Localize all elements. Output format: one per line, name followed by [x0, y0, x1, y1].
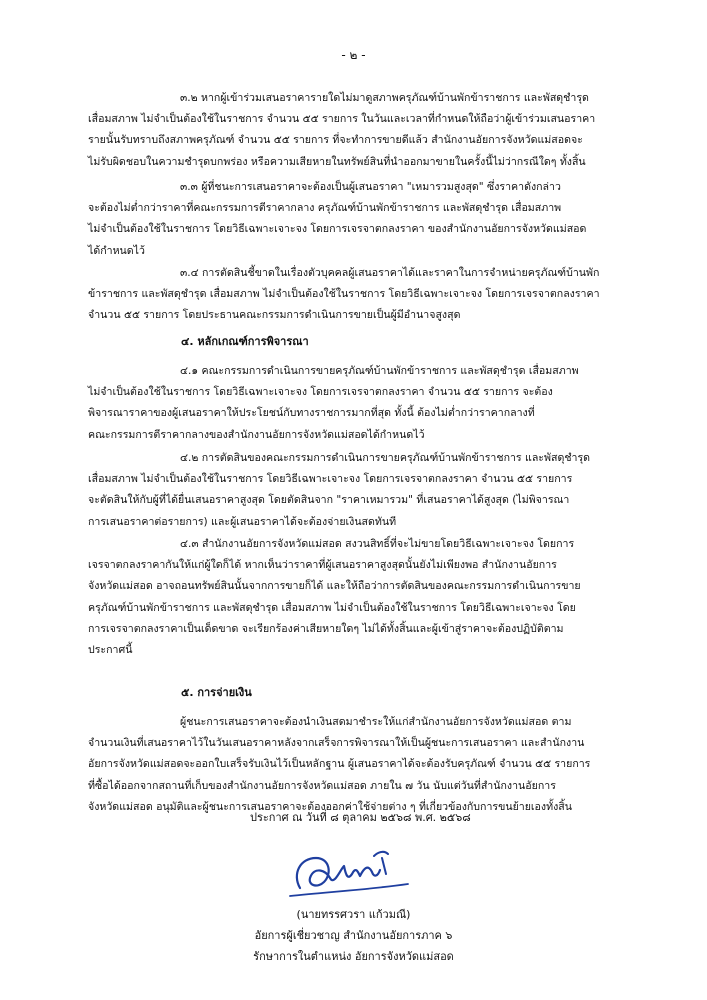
handwritten-signature: [286, 844, 412, 902]
paragraph-5: ผู้ชนะการเสนอราคาจะต้องนำเงินสดมาชำระให้แก่สำนักงานอัยการจังหวัดแม่สอด ตาม จำนวนเงินที่เสนอราคาไว้ในวันเสนอราคาหลังจากเสร็จการพิจารณาให้เป็นผู้ชนะการเสนอราคา และสำนักงาน อัยการจังหวัดแม่สอดจะออกใบเสร็จรับเงินไว้เป็นหลักฐาน ผู้เสนอราคาได้จะต้องรับครุภัณฑ์ จำนวน ๕๕ รายการ ที่ซื้อได้ออกจากสถานที่เก็บของสำนักงานอัยการจังหวัดแม่สอด ภายใน ๗ วัน นับแต่วันที่สำนักงานอัยการ จังหวัดแม่สอด อนุมัติและผู้ชนะการเสนอราคาจะต้องออกค่าใช้จ่ายต่าง ๆ ที่เกี่ยวข้องกับการขนย้ายเองทั้งสิ้น: [88, 716, 591, 813]
signer-acting-position: รักษาการในตำแหน่ง อัยการจังหวัดแม่สอด: [253, 950, 454, 963]
paragraph-4-3: ๔.๓ สำนักงานอัยการจังหวัดแม่สอด สงวนสิทธิ์ที่จะไม่ขายโดยวิธีเฉพาะเจาะจง โดยการ เจรจาตกลงราคากันให้แก่ผู้ใดก็ได้ หากเห็นว่าราคาที่ผู้เสนอราคาสูงสุดนั้นยังไม่เพียงพอ สำนักงานอัยการ จังหวัดแม่สอด อาจถอนทรัพย์สินนั้นจากการขายก็ได้ และให้ถือว่าการตัดสินของคณะกรรมการดำเนินการขาย ครุภัณฑ์บ้านพักข้าราชการ และพัสดุชำรุด เสื่อมสภาพ ไม่จำเป็นต้องใช้ในราชการ โดยวิธีเฉพาะเจาะจง โดย การเจรจาตกลงราคาเป็นเด็ดขาด จะเรียกร้องค่าเสียหายใดๆ ไม่ได้ทั้งสิ้นและผู้เข้าสู่ราคาจะต้องปฏิบัติตาม ประกาศนี้: [88, 538, 581, 657]
paragraph-4-2: ๔.๒ การตัดสินของคณะกรรมการดำเนินการขายครุภัณฑ์บ้านพักข้าราชการ และพัสดุชำรุด เสื่อมสภาพ ไม่จำเป็นต้องใช้ในราชการ โดยวิธีเฉพาะเจาะจง โดยการเจรจาตกลงราคา จำนวน ๕๕ รายการ จะตัดสินให้กับผู้ที่ได้ยื่นเสนอราคาสูงสุด โดยตัดสินจาก "ราคาเหมารวม" ที่เสนอราคาได้สูงสุด (ไม่พิจารณา การเสนอราคาต่อรายการ) และผู้เสนอราคาได้จะต้องจ่ายเงินสดทันที: [88, 452, 591, 528]
paragraph-4-1: ๔.๑ คณะกรรมการดำเนินการขายครุภัณฑ์บ้านพักข้าราชการ และพัสดุชำรุด เสื่อมสภาพ ไม่จำเป็นต้องใช้ในราชการ โดยวิธีเฉพาะเจาะจง โดยการเจรจาตกลงราคา จำนวน ๕๕ รายการ จะต้อง พิจารณาราคาของผู้เสนอราคาให้ประโยชน์กับทางราชการมากที่สุด ทั้งนี้ ต้องไม่ต่ำกว่าราคากลางที่ คณะกรรมการตีราคากลางของสำนักงานอัยการจังหวัดแม่สอดได้กำหนดไว้: [88, 365, 579, 441]
announcement-date: ประกาศ ณ วันที่ ๘ ตุลาคม ๒๕๖๘ พ.ศ. ๒๕๖๘: [250, 811, 471, 824]
paragraph-3-4: ๓.๔ การตัดสินชี้ขาดในเรื่องตัวบุคคลผู้เสนอราคาได้และราคาในการจำหน่ายครุภัณฑ์บ้านพัก ข้าราชการ และพัสดุชำรุด เสื่อมสภาพ ไม่จำเป็นต้องใช้ในราชการ โดยวิธีเฉพาะเจาะจง โดยการเจรจาตกลงราคา จำนวน ๕๕ รายการ โดยประธานคณะกรรมการดำเนินการขายเป็นผู้มีอำนาจสูงสุด: [88, 267, 600, 322]
page-number: - ๒ -: [341, 48, 366, 62]
section-5-heading: ๕. การจ่ายเงิน: [181, 686, 252, 699]
signer-position: อัยการผู้เชี่ยวชาญ สำนักงานอัยการภาค ๖: [254, 929, 453, 942]
signature-block: [0, 904, 707, 967]
signer-name: (นายทรรศวรา แก้วมณี): [296, 908, 411, 921]
paragraph-3-3: ๓.๓ ผู้ที่ชนะการเสนอราคาจะต้องเป็นผู้เสนอราคา "เหมารวมสูงสุด" ซึ่งราคาดังกล่าว จะต้องไม่ต่ำกว่าราคาที่คณะกรรมการตีราคากลาง ครุภัณฑ์บ้านพักข้าราชการ และพัสดุชำรุด เสื่อมสภาพ ไม่จำเป็นต้องใช้ในราชการ โดยวิธีเฉพาะเจาะจง โดยการเจรจาตกลงราคา ของสำนักงานอัยการจังหวัดแม่สอด ได้กำหนดไว้: [88, 181, 587, 257]
section-4-heading: ๔. หลักเกณฑ์การพิจารณา: [181, 335, 309, 348]
paragraph-3-2: ๓.๒ หากผู้เข้าร่วมเสนอราคารายใดไม่มาดูสภาพครุภัณฑ์บ้านพักข้าราชการ และพัสดุชำรุด เสื่อมสภาพ ไม่จำเป็นต้องใช้ในราชการ จำนวน ๕๕ รายการ ในวันและเวลาที่กำหนดให้ถือว่าผู้เข้าร่วมเสนอราคา รายนั้นรับทราบถึงสภาพครุภัณฑ์ จำนวน ๕๕ รายการ ที่จะทำการขายดีแล้ว สำนักงานอัยการจังหวัดแม่สอดจะ ไม่รับผิดชอบในความชำรุดบกพร่อง หรือความเสียหายในทรัพย์สินที่นำออกมาขายในครั้งนี้ไม่ว่ากรณีใดๆ ทั้งสิ้น: [88, 92, 596, 168]
